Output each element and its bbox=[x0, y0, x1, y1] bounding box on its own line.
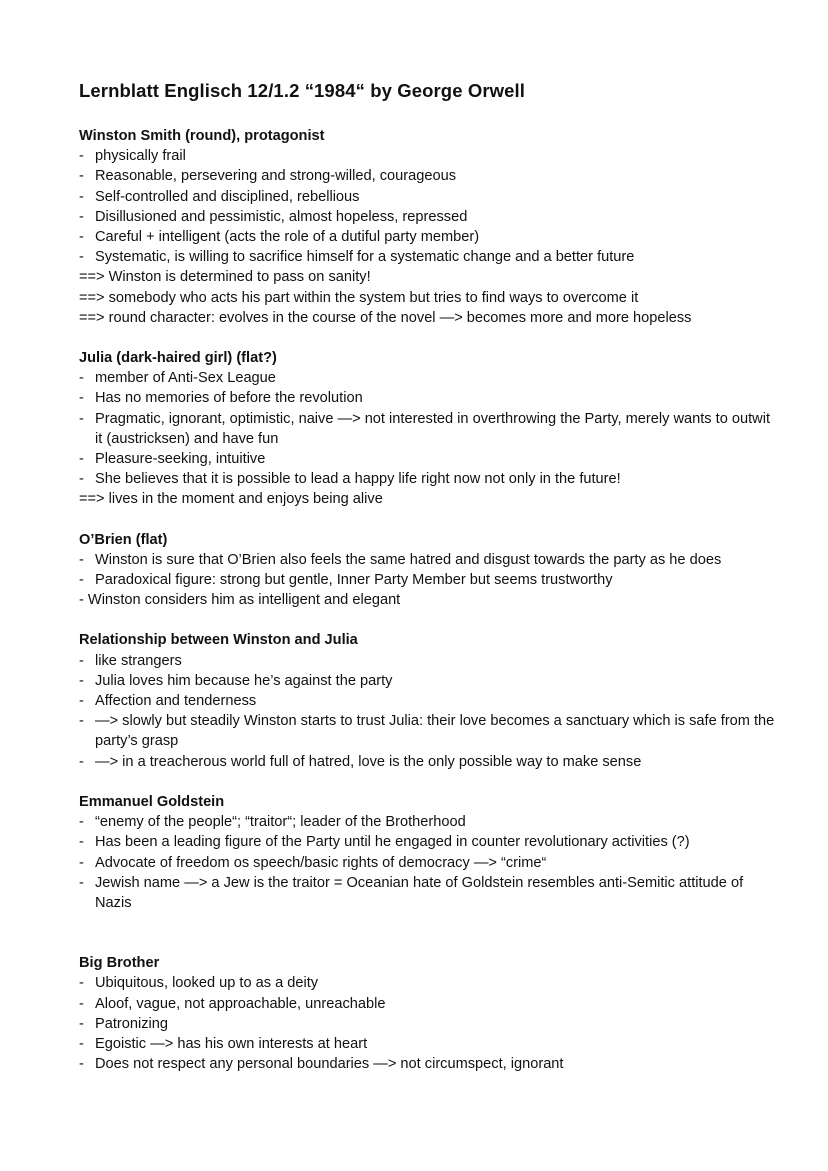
line-text: Paradoxical figure: strong but gentle, Inner Party Member but seems trustworthy bbox=[95, 572, 613, 589]
line-text: Affection and tenderness bbox=[95, 693, 257, 710]
line-text: Self-controlled and disciplined, rebellious bbox=[95, 188, 360, 205]
bullet-dash: - bbox=[79, 874, 84, 891]
bullet-item bbox=[79, 853, 779, 873]
summary-line bbox=[79, 489, 779, 509]
bullet-item bbox=[79, 227, 779, 247]
bullet-item bbox=[79, 994, 779, 1014]
bullet-item bbox=[79, 449, 779, 469]
line-text: —> slowly but steadily Winston starts to trust Julia: their love becomes a sanctuary which is safe from the party’s grasp bbox=[95, 713, 775, 750]
bullet-dash: - bbox=[79, 693, 84, 710]
bullet-dash: - bbox=[79, 208, 84, 225]
line-text: “enemy of the people“; “traitor“; leader of the Brotherhood bbox=[95, 814, 466, 831]
summary-line bbox=[79, 267, 779, 287]
bullet-dash: - bbox=[79, 551, 84, 568]
bullet-dash: - bbox=[79, 834, 84, 851]
line-text: Has no memories of before the revolution bbox=[95, 390, 363, 407]
bullet-item bbox=[79, 1014, 779, 1034]
bullet-item bbox=[79, 873, 779, 913]
bullet-item bbox=[79, 247, 779, 267]
bullet-dash: - bbox=[79, 995, 84, 1012]
bullet-item bbox=[79, 671, 779, 691]
bullet-item bbox=[79, 368, 779, 388]
bullet-dash: - bbox=[79, 854, 84, 871]
bullet-item bbox=[79, 812, 779, 832]
section-heading: O’Brien (flat) bbox=[79, 531, 168, 548]
bullet-dash: - bbox=[79, 672, 84, 689]
line-text: Egoistic —> has his own interests at heart bbox=[95, 1035, 368, 1052]
bullet-dash: - bbox=[79, 451, 84, 468]
bullet-item bbox=[79, 469, 779, 489]
section-3 bbox=[79, 630, 779, 771]
section-heading: Big Brother bbox=[79, 955, 160, 972]
bullet-item bbox=[79, 651, 779, 671]
bullet-dash: - bbox=[79, 1015, 84, 1032]
bullet-dash: - bbox=[79, 814, 84, 831]
line-text: like strangers bbox=[95, 652, 182, 669]
document-title: Lernblatt Englisch 12/1.2 “1984“ by George Orwell bbox=[79, 80, 525, 101]
line-text: Has been a leading figure of the Party until he engaged in counter revolutionary activities (?) bbox=[95, 834, 690, 851]
line-text: Winston is sure that O’Brien also feels the same hatred and disgust towards the party as he does bbox=[95, 551, 722, 568]
bullet-dash: - bbox=[79, 148, 84, 165]
bullet-item bbox=[79, 832, 779, 852]
bullet-item bbox=[79, 388, 779, 408]
bullet-dash: - bbox=[79, 753, 84, 770]
line-text: Jewish name —> a Jew is the traitor = Oceanian hate of Goldstein resembles anti-Semitic attitude of Nazis bbox=[95, 874, 744, 911]
line-text: ==> Winston is determined to pass on sanity! bbox=[79, 269, 371, 286]
line-text: Careful + intelligent (acts the role of a dutiful party member) bbox=[95, 229, 480, 246]
bullet-dash: - bbox=[79, 390, 84, 407]
bullet-item bbox=[79, 207, 779, 227]
line-text: physically frail bbox=[95, 148, 186, 165]
section-2 bbox=[79, 530, 779, 611]
line-text: Pleasure-seeking, intuitive bbox=[95, 451, 266, 468]
line-text: Ubiquitous, looked up to as a deity bbox=[95, 975, 319, 992]
line-text: - Winston considers him as intelligent and elegant bbox=[79, 592, 401, 609]
line-text: Reasonable, persevering and strong-willed, courageous bbox=[95, 168, 457, 185]
line-text: Pragmatic, ignorant, optimistic, naive —> not interested in overthrowing the Party, merely wants to outwit it (austricksen) and have fun bbox=[95, 410, 770, 447]
line-text: ==> somebody who acts his part within the system but tries to find ways to overcome it bbox=[79, 289, 639, 306]
line-text: She believes that it is possible to lead a happy life right now not only in the future! bbox=[95, 471, 621, 488]
section-1 bbox=[79, 348, 779, 510]
bullet-item bbox=[79, 409, 779, 449]
bullet-dash: - bbox=[79, 1056, 84, 1073]
section-heading: Julia (dark-haired girl) (flat?) bbox=[79, 350, 277, 367]
bullet-item bbox=[79, 691, 779, 711]
bullet-dash: - bbox=[79, 471, 84, 488]
line-text: Aloof, vague, not approachable, unreachable bbox=[95, 995, 386, 1012]
section-4 bbox=[79, 792, 779, 913]
line-text: —> in a treacherous world full of hatred, love is the only possible way to make sense bbox=[95, 753, 642, 770]
bullet-item bbox=[79, 711, 779, 751]
section-heading: Emmanuel Goldstein bbox=[79, 793, 225, 810]
line-text: Systematic, is willing to sacrifice himself for a systematic change and a better future bbox=[95, 249, 635, 266]
bullet-dash: - bbox=[79, 1035, 84, 1052]
bullet-item bbox=[79, 187, 779, 207]
bullet-item bbox=[79, 570, 779, 590]
summary-line bbox=[79, 308, 779, 328]
bullet-item bbox=[79, 1054, 779, 1074]
bullet-item bbox=[79, 166, 779, 186]
line-text: member of Anti-Sex League bbox=[95, 370, 276, 387]
line-text: Disillusioned and pessimistic, almost hopeless, repressed bbox=[95, 208, 468, 225]
section-5 bbox=[79, 953, 779, 1074]
bullet-dash: - bbox=[79, 713, 84, 730]
bullet-item bbox=[79, 752, 779, 772]
bullet-item bbox=[79, 973, 779, 993]
bullet-dash: - bbox=[79, 168, 84, 185]
bullet-dash: - bbox=[79, 652, 84, 669]
section-heading: Winston Smith (round), protagonist bbox=[79, 128, 325, 144]
line-text: ==> lives in the moment and enjoys being alive bbox=[79, 491, 383, 508]
section-0 bbox=[79, 126, 779, 328]
bullet-dash: - bbox=[79, 975, 84, 992]
bullet-dash: - bbox=[79, 572, 84, 589]
bullet-item bbox=[79, 1034, 779, 1054]
bullet-dash: - bbox=[79, 249, 84, 266]
bullet-item bbox=[79, 550, 779, 570]
bullet-dash: - bbox=[79, 229, 84, 246]
section-heading: Relationship between Winston and Julia bbox=[79, 632, 358, 649]
summary-line bbox=[79, 590, 779, 610]
summary-line bbox=[79, 288, 779, 308]
bullet-item bbox=[79, 146, 779, 166]
bullet-dash: - bbox=[79, 370, 84, 387]
line-text: Advocate of freedom os speech/basic rights of democracy —> “crime“ bbox=[95, 854, 547, 871]
document-page bbox=[79, 79, 779, 1074]
line-text: ==> round character: evolves in the course of the novel —> becomes more and more hopeless bbox=[79, 309, 692, 326]
line-text: Julia loves him because he’s against the party bbox=[95, 672, 393, 689]
sections-container bbox=[79, 126, 779, 1074]
line-text: Does not respect any personal boundaries —> not circumspect, ignorant bbox=[95, 1056, 564, 1073]
line-text: Patronizing bbox=[95, 1015, 169, 1032]
bullet-dash: - bbox=[79, 410, 84, 427]
bullet-dash: - bbox=[79, 188, 84, 205]
